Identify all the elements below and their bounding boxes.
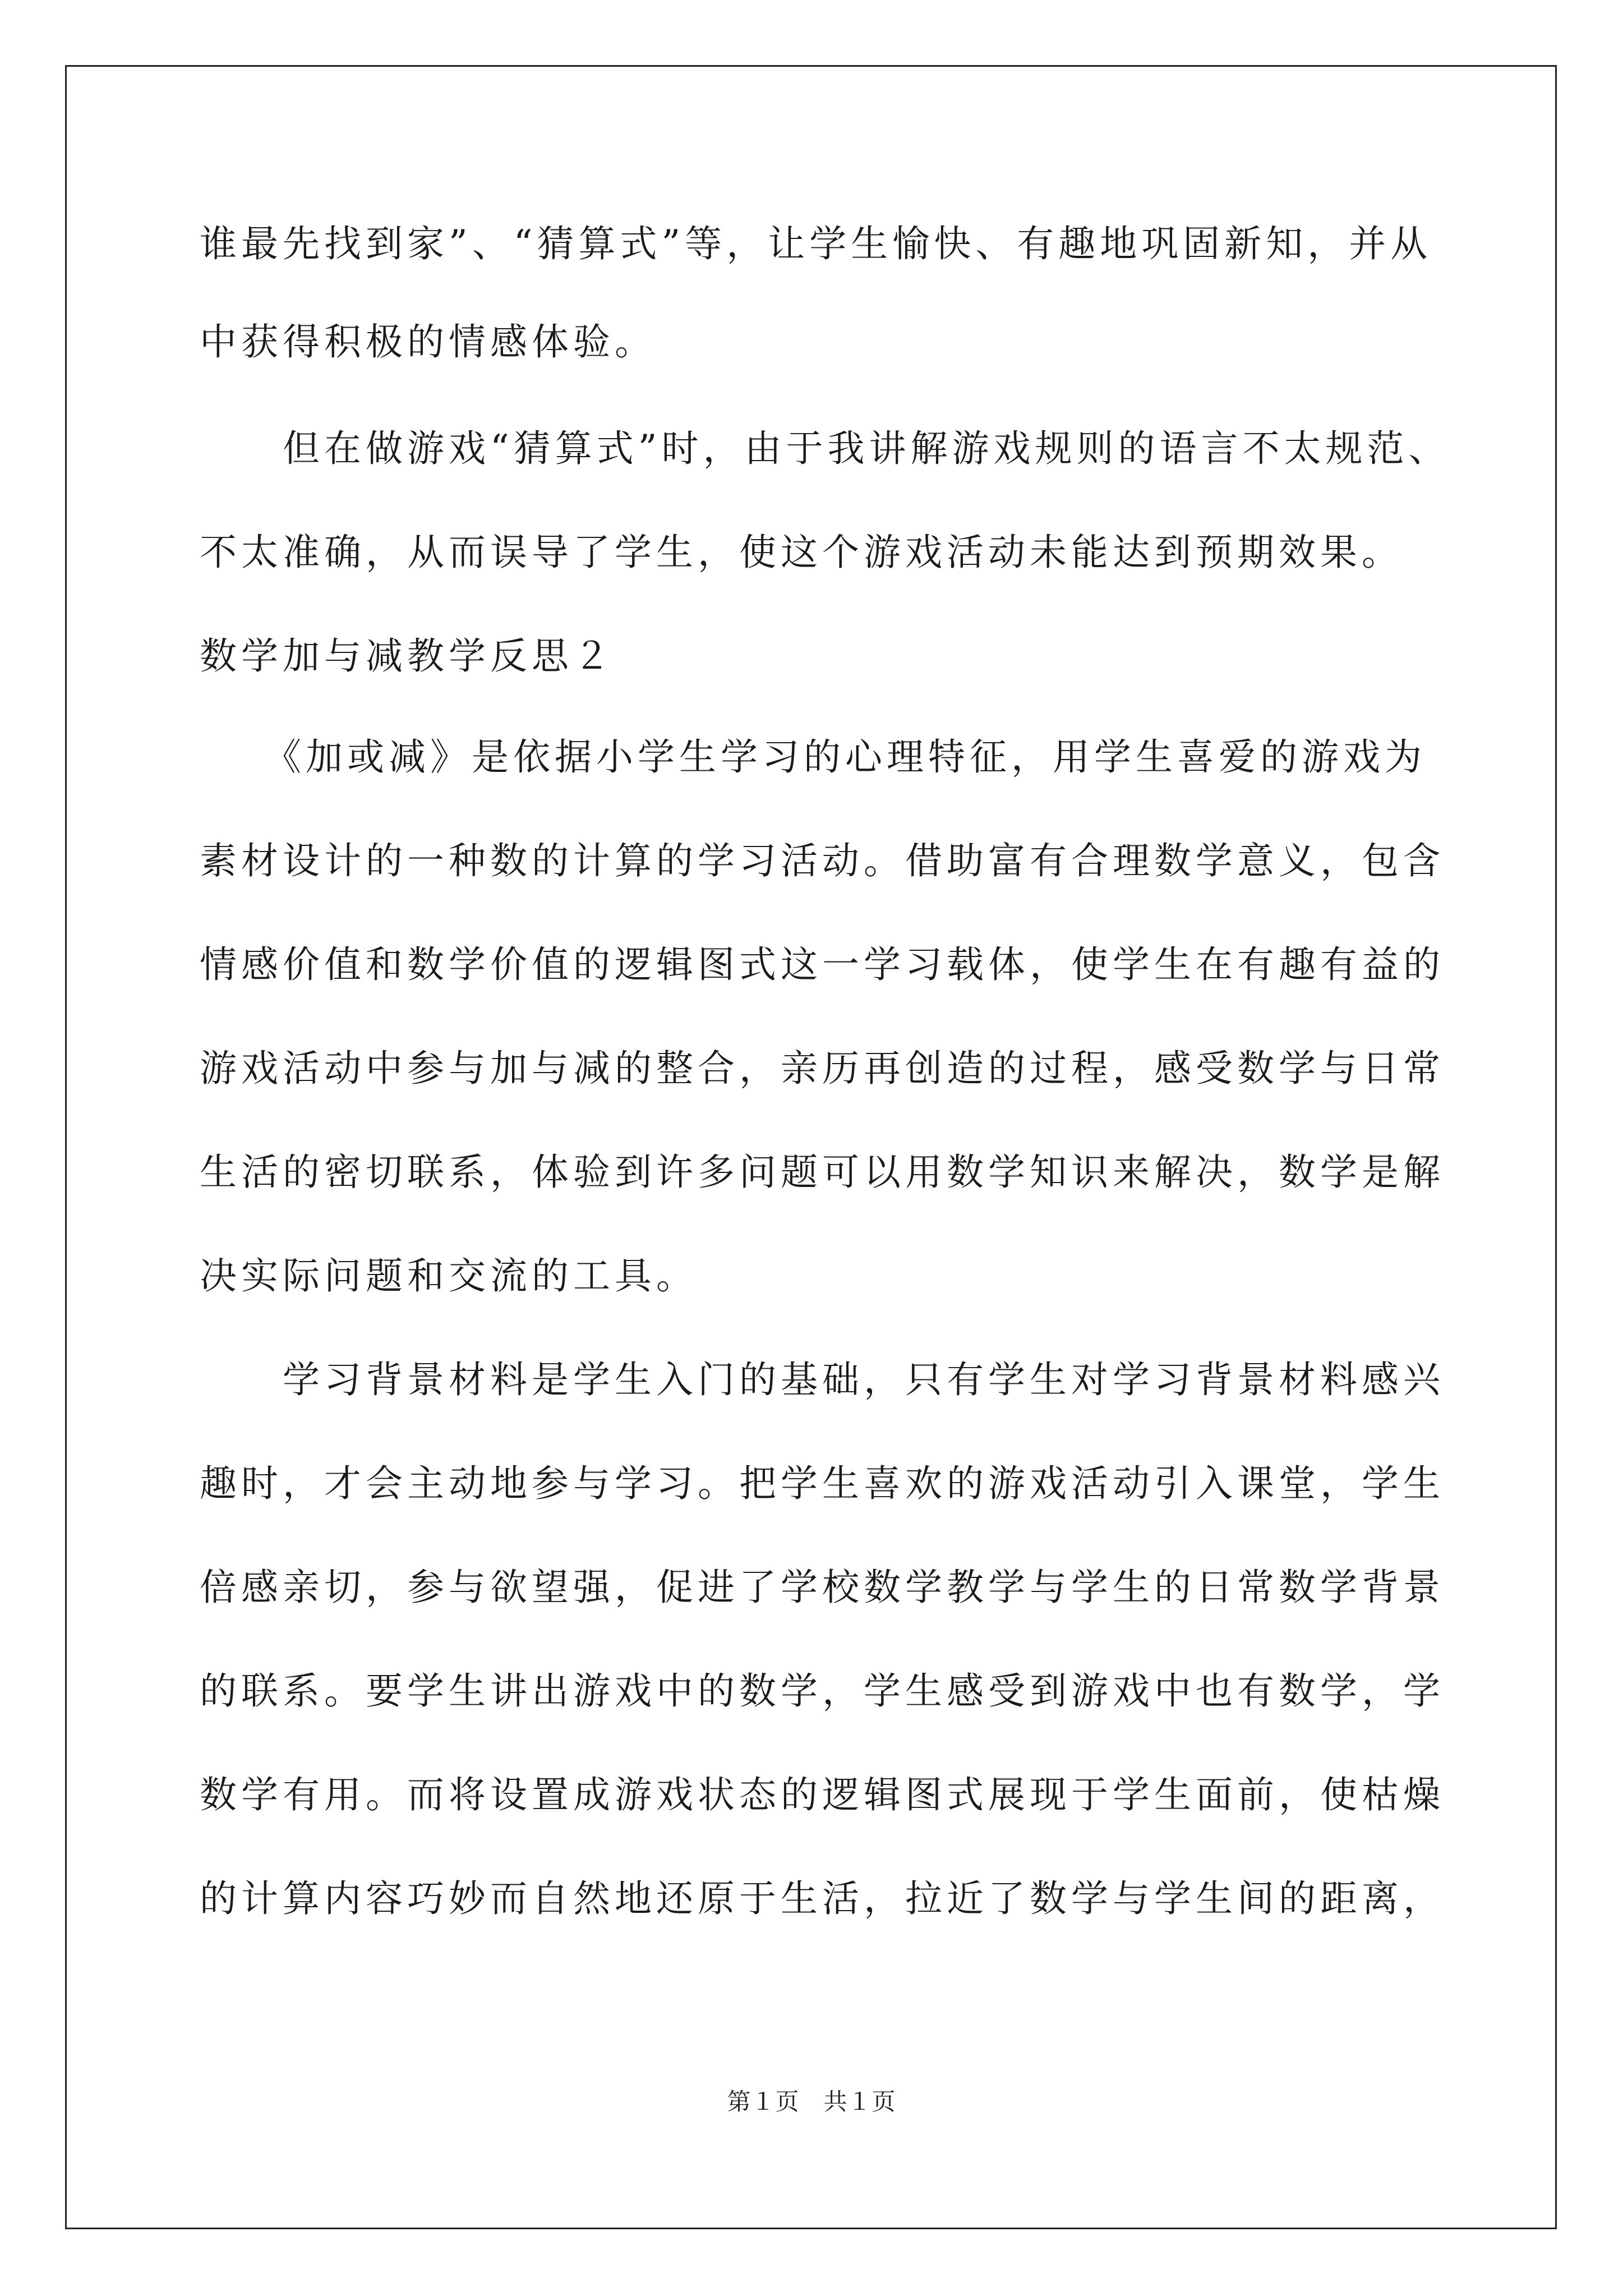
text-line: 倍感亲切，参与欲望强，促进了学校数学教学与学生的日常数学背景 bbox=[200, 1566, 1445, 1609]
text-line: 但在做游戏“猜算式”时，由于我讲解游戏规则的语言不太规范、 bbox=[200, 427, 1450, 470]
text-line: 游戏活动中参与加与减的整合，亲历再创造的过程，感受数学与日常 bbox=[200, 1047, 1445, 1090]
text-line: 谁最先找到家”、“猜算式”等，让学生愉快、有趣地巩固新知，并从 bbox=[200, 222, 1432, 265]
text-line: 的计算内容巧妙而自然地还原于生活，拉近了数学与学生间的距离， bbox=[200, 1877, 1445, 1920]
text-line: 《加或减》是依据小学生学习的心理特征，用学生喜爱的游戏为 bbox=[200, 735, 1426, 779]
text-line: 决实际问题和交流的工具。 bbox=[200, 1254, 698, 1297]
text-line: 中获得积极的情感体验。 bbox=[200, 320, 656, 364]
text-line: 数学有用。而将设置成游戏状态的逻辑图式展现于学生面前，使枯燥 bbox=[200, 1773, 1445, 1816]
text-line: 素材设计的一种数的计算的学习活动。借助富有合理数学意义，包含 bbox=[200, 839, 1445, 882]
text-line: 学习背景材料是学生入门的基础，只有学生对学习背景材料感兴 bbox=[200, 1358, 1445, 1401]
page-footer: 第１页 共１页 bbox=[727, 2088, 896, 2115]
text-line: 生活的密切联系，体验到许多问题可以用数学知识来解决，数学是解 bbox=[200, 1151, 1445, 1194]
text-line: 趣时，才会主动地参与学习。把学生喜欢的游戏活动引入课堂，学生 bbox=[200, 1462, 1445, 1505]
text-line: 的联系。要学生讲出游戏中的数学，学生感受到游戏中也有数学，学 bbox=[200, 1669, 1445, 1713]
section-heading: 数学加与减教学反思２ bbox=[200, 634, 615, 678]
text-line: 情感价值和数学价值的逻辑图式这一学习载体，使学生在有趣有益的 bbox=[200, 943, 1445, 986]
text-line: 不太准确，从而误导了学生，使这个游戏活动未能达到预期效果。 bbox=[200, 531, 1403, 574]
